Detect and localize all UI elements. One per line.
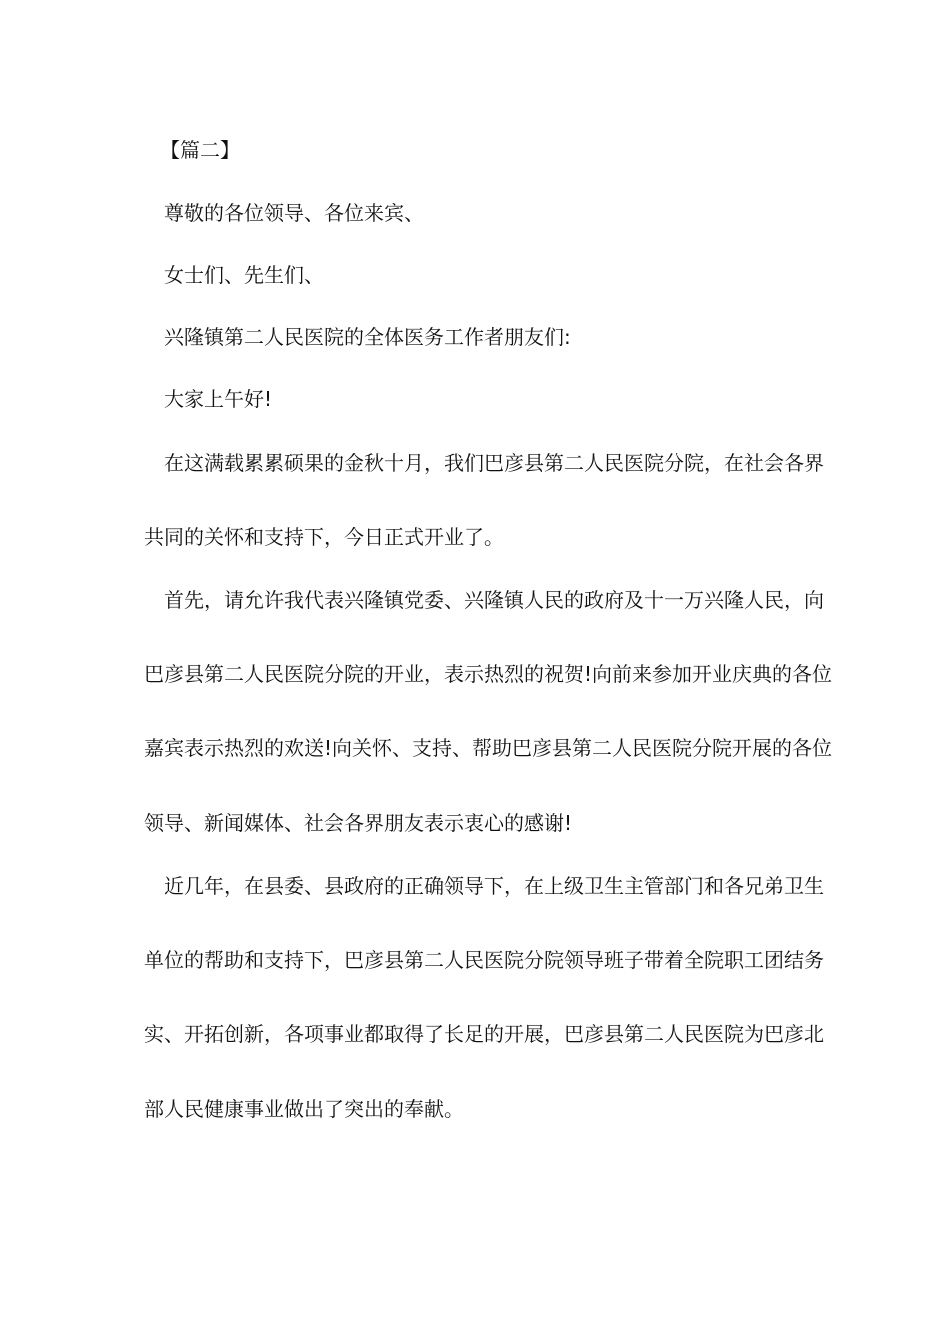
greeting-line: 兴隆镇第二人民医院的全体医务工作者朋友们: [164,325,571,349]
paragraph-line: 巴彦县第二人民医院分院的开业，表示热烈的祝贺!向前来参加开业庆典的各位 [144,662,833,686]
paragraph-line: 共同的关怀和支持下，今日正式开业了。 [144,525,504,549]
paragraph-line: 近几年，在县委、县政府的正确领导下，在上级卫生主管部门和各兄弟卫生 [164,874,824,898]
paragraph-line: 首先，请允许我代表兴隆镇党委、兴隆镇人民的政府及十一万兴隆人民，向 [164,588,824,612]
section-title: 【篇二】 [160,138,240,162]
greeting-line: 大家上午好! [164,387,273,411]
greeting-line: 女士们、先生们、 [164,263,324,287]
paragraph-line: 嘉宾表示热烈的欢送!向关怀、支持、帮助巴彦县第二人民医院分院开展的各位 [144,736,833,760]
greeting-line: 尊敬的各位领导、各位来宾、 [164,201,424,225]
paragraph-line: 单位的帮助和支持下，巴彦县第二人民医院分院领导班子带着全院职工团结务 [144,948,824,972]
paragraph-line: 在这满载累累硕果的金秋十月，我们巴彦县第二人民医院分院，在社会各界 [164,451,824,475]
paragraph-line: 实、开拓创新，各项事业都取得了长足的开展，巴彦县第二人民医院为巴彦北 [144,1022,824,1046]
paragraph-line: 部人民健康事业做出了突出的奉献。 [144,1097,464,1121]
paragraph-line: 领导、新闻媒体、社会各界朋友表示衷心的感谢! [144,811,573,835]
